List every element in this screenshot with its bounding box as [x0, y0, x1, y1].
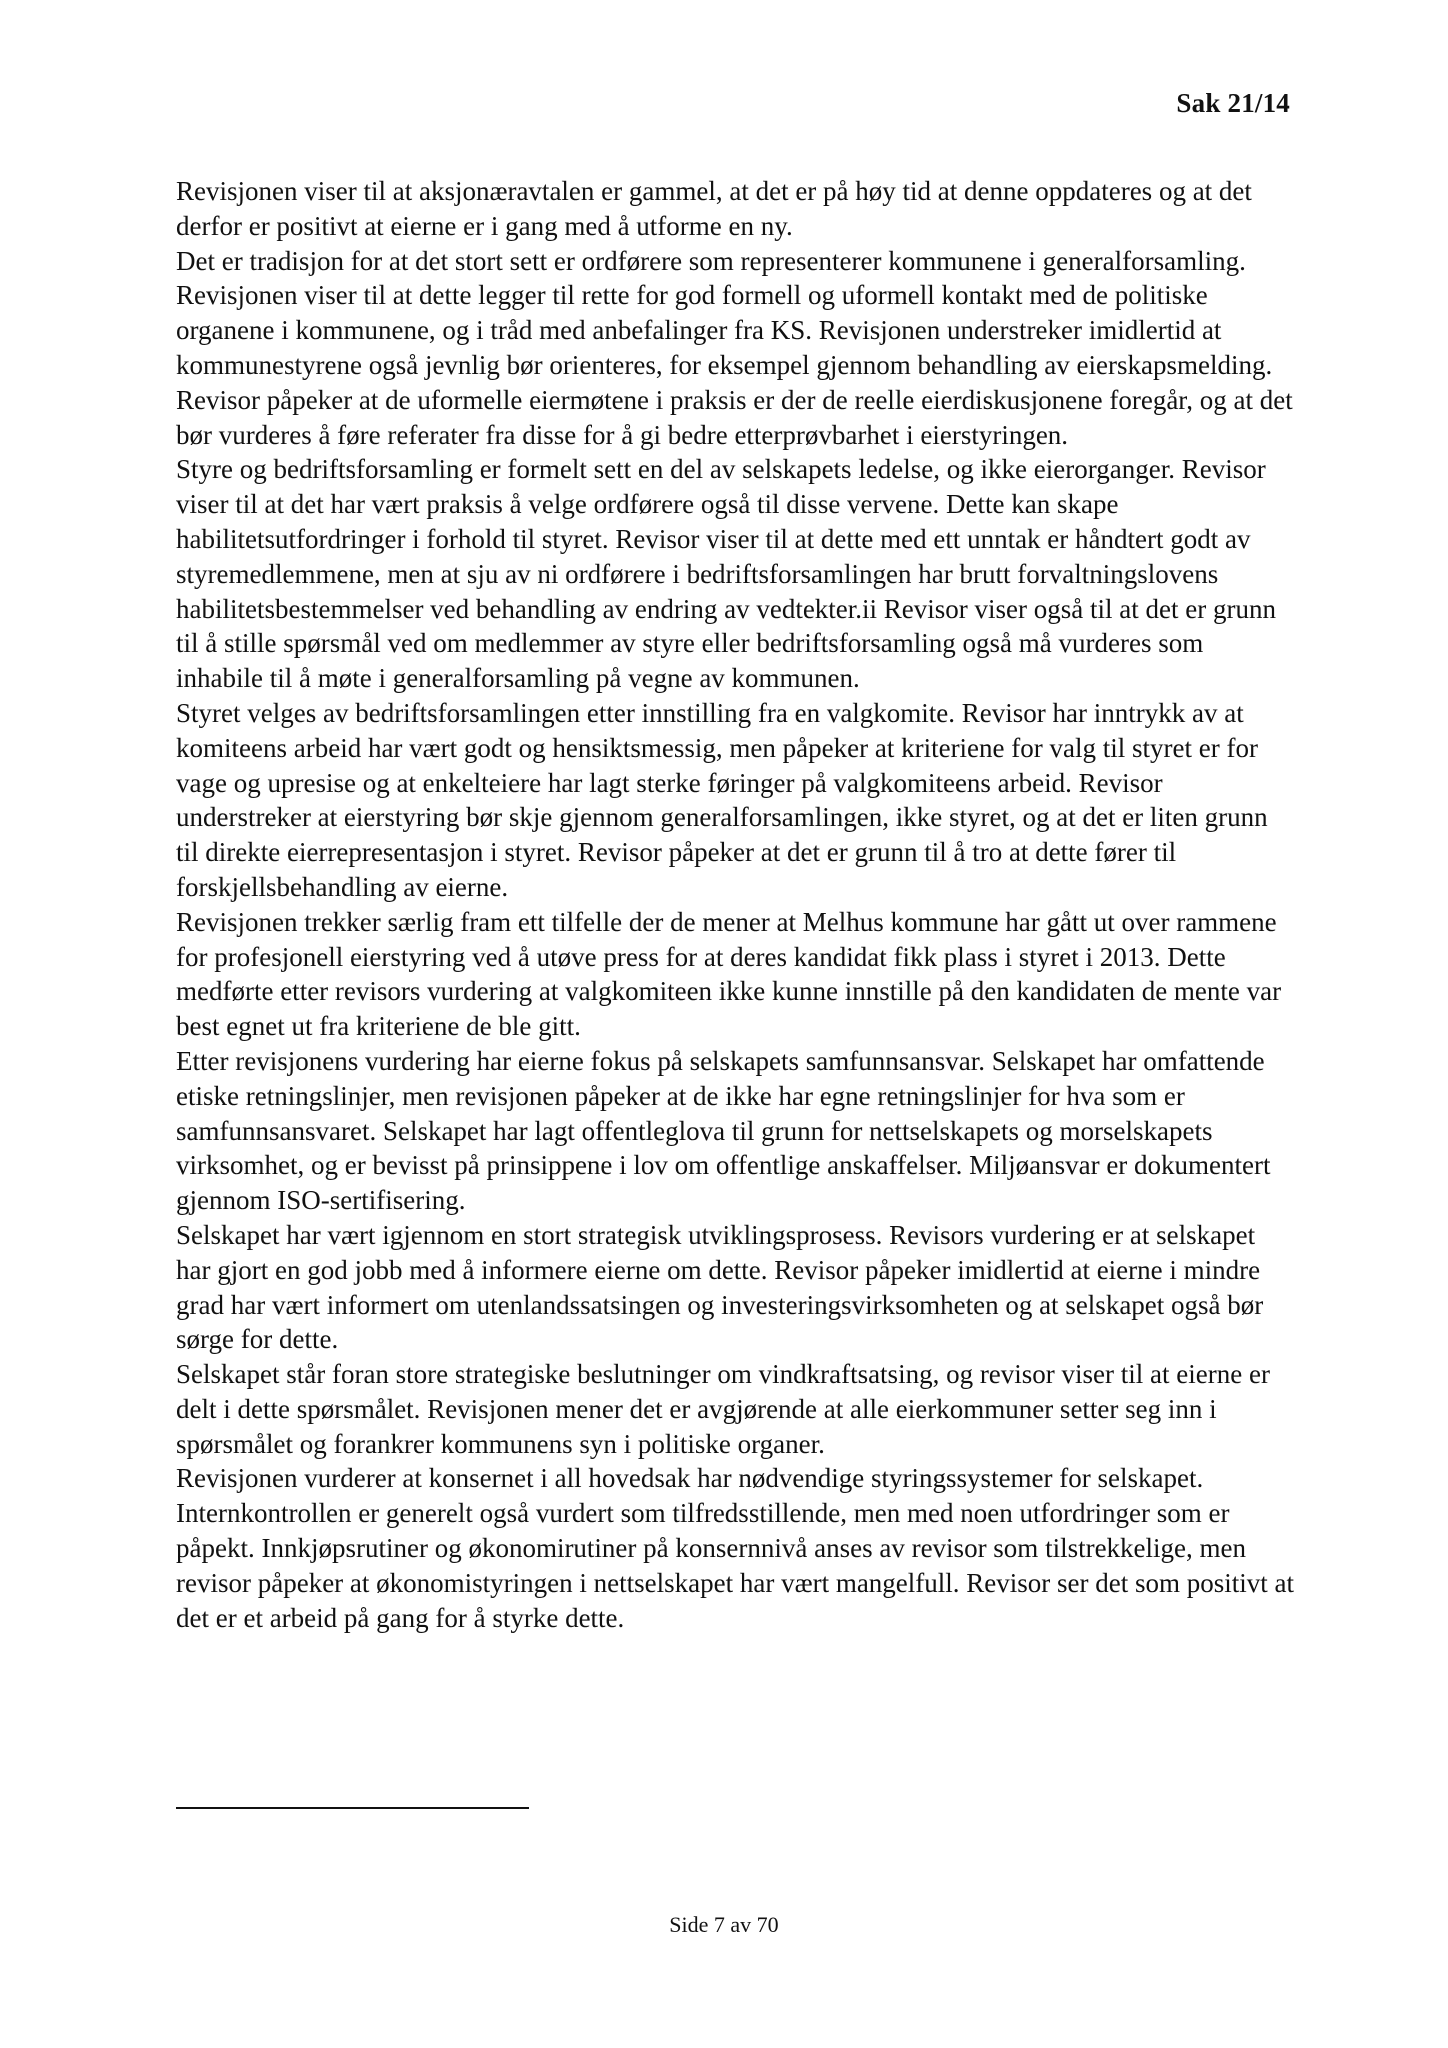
paragraph-nomination-committee: Styret velges av bedriftsforsamlingen etter innstilling fra en valgkomite. Revisor har inntrykk av at komiteens arbeid har vært godt og hensiktsmessig, men påpeker at kriteriene for valg til styret er for vage og upresise og at enkelteiere har lagt sterke føringer på valgkomiteens arbeid. Revisor understreker at eierstyring bør skje gjennom generalforsamlingen, ikke styret, og at det er liten grunn til direkte eierrepresentasjon i styret. Revisor påpeker at det er grunn til å tro at dette fører til forskjellsbehandling av eierne. — [176, 697, 1268, 902]
paragraph-strategic-process: Selskapet har vært igjennom en stort strategisk utviklingsprosess. Revisors vurdering er at selskapet har gjort en god jobb med å informere eierne om dette. Revisor påpeker imidlertid at eierne i mindre grad har vært informert om utenlandssatsingen og investeringsvirksomheten og at selskapet også bør sørge for dette. — [176, 1219, 1264, 1355]
paragraph-wind-power: Selskapet står foran store strategiske beslutninger om vindkraftsatsing, og revisor viser til at eierne er delt i dette spørsmålet. Revisjonen mener det er avgjørende at alle eierkommuner setter seg inn i spørsmålet og forankrer kommunens syn i politiske organer. — [176, 1359, 1270, 1459]
paragraph-melhus-case: Revisjonen trekker særlig fram ett tilfelle der de mener at Melhus kommune har gått ut over rammene for profesjonell eierstyring ved å utøve press for at deres kandidat fikk plass i styret i 2013. Dette medførte etter revisors vurdering at valgkomiteen ikke kunne innstille på den kandidaten de mente var best egnet ut fra kriteriene de ble gitt. — [176, 906, 1282, 1042]
case-number: Sak 21/14 — [1176, 88, 1290, 118]
paragraph-shareholder-agreement: Revisjonen viser til at aksjonæravtalen er gammel, at det er på høy tid at denne oppdateres og at det derfor er positivt at eierne er i gang med å utforme en ny. — [176, 176, 1252, 241]
paragraph-board-impartiality: Styre og bedriftsforsamling er formelt sett en del av selskapets ledelse, og ikke eierorganger. Revisor viser til at det har vært praksis å velge ordførere også til disse vervene. Dette kan skape habilitetsutfordringer i forhold til styret. Revisor viser til at dette med ett unntak er håndtert godt av styremedlemmene, men at sju av ni ordførere i bedriftsforsamlingen har brutt forvaltningslovens habilitetsbestemmelser ved behandling av endring av vedtekter.ii Revisor viser også til at det er grunn til å stille spørsmål ved om medlemmer av styre eller bedriftsforsamling også må vurderes som inhabile til å møte i generalforsamling på vegne av kommunen. — [176, 454, 1276, 694]
footnote-separator — [176, 1807, 529, 1809]
paragraph-general-meeting: Det er tradisjon for at det stort sett er ordførere som representerer kommunene i generalforsamling. Revisjonen viser til at dette legger til rette for god formell og uformell kontakt med de politiske organene i kommunene, og i tråd med anbefalinger fra KS. Revisjonen understreker imidlertid at kommunestyrene også jevnlig bør orienteres, for eksempel gjennom behandling av eierskapsmelding. — [176, 245, 1273, 380]
paragraph-owner-meetings: Revisor påpeker at de uformelle eiermøtene i praksis er der de reelle eierdiskusjonene foregår, og at det bør vurderes å føre referater fra disse for å gi bedre etterprøvbarhet i eierstyringen. — [176, 384, 1293, 450]
paragraph-governance-systems: Revisjonen vurderer at konsernet i all hovedsak har nødvendige styringssystemer for selskapet. Internkontrollen er generelt også vurdert som tilfredsstillende, men med noen utfordringer som er påpekt. Innkjøpsrutiner og økonomirutiner på konsernnivå anses av revisor som tilstrekkelige, men revisor påpeker at økonomistyringen i nettselskapet har vært mangelfull. Revisor ser det som positivt at det er et arbeid på gang for å styrke dette. — [176, 1463, 1295, 1633]
page-number: Side 7 av 70 — [669, 1912, 779, 1937]
document-body — [176, 174, 1296, 1635]
paragraph-social-responsibility: Etter revisjonens vurdering har eierne fokus på selskapets samfunnsansvar. Selskapet har omfattende etiske retningslinjer, men revisjonen påpeker at de ikke har egne retningslinjer for hva som er samfunnsansvaret. Selskapet har lagt offentleglova til grunn for nettselskapets og morselskapets virksomhet, og er bevisst på prinsippene i lov om offentlige anskaffelser. Miljøansvar er dokumentert gjennom ISO-sertifisering. — [176, 1045, 1271, 1216]
